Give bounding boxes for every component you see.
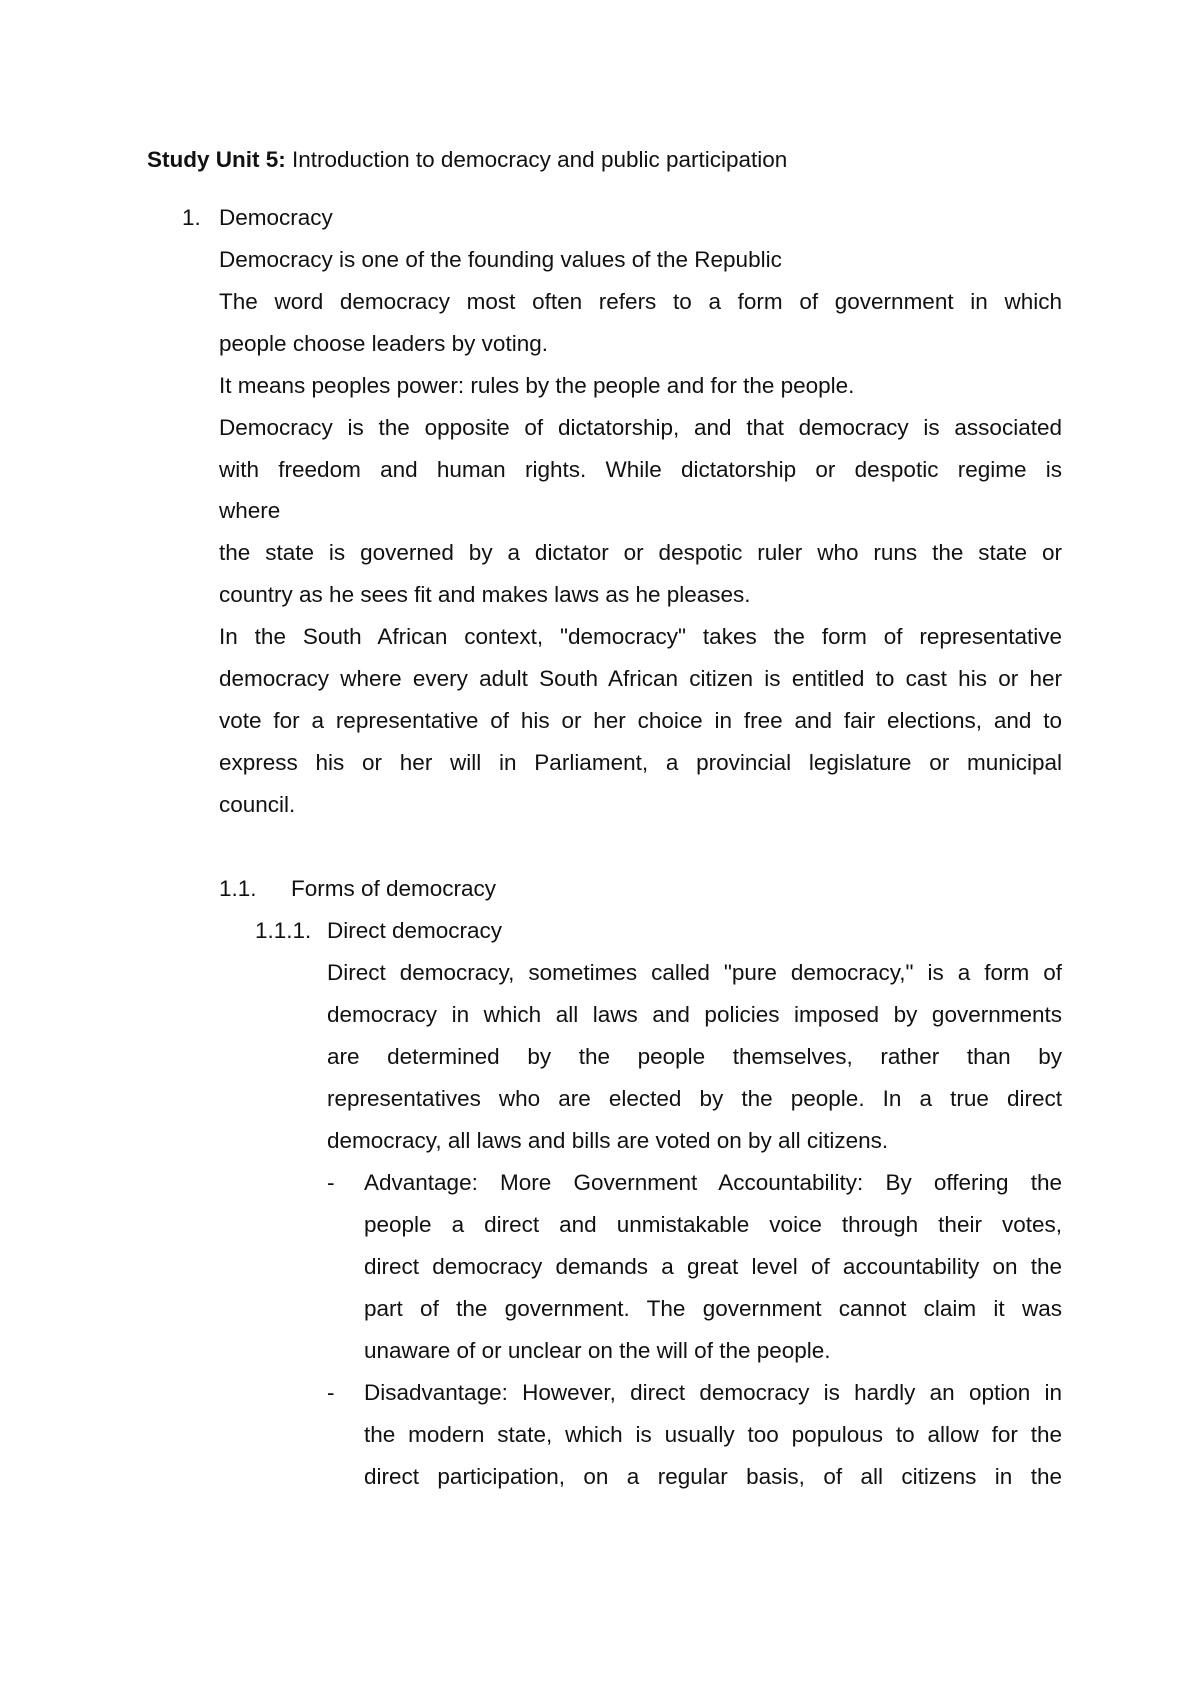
- advantage-line: direct democracy demands a great level of accountability on the: [364, 1254, 1062, 1279]
- section-1-line: council.: [219, 792, 296, 817]
- section-1-1-1-title: Direct democracy: [327, 918, 503, 943]
- study-unit-label: Study Unit 5:: [147, 147, 286, 172]
- study-unit-heading: [147, 147, 787, 173]
- section-1-1-1-number: 1.1.1.: [255, 918, 312, 943]
- section-1-line: It means peoples power: rules by the people and for the people.: [219, 373, 855, 398]
- section-1-line: country as he sees fit and makes laws as he pleases.: [219, 582, 751, 607]
- section-1-1-number: 1.1.: [219, 876, 257, 901]
- section-1-line: Democracy is one of the founding values of the Republic: [219, 247, 782, 272]
- advantage-line: Advantage: More Government Accountability: By offering the: [364, 1170, 1062, 1195]
- advantage-line: part of the government. The government cannot claim it was: [364, 1296, 1062, 1321]
- direct-democracy-line: democracy in which all laws and policies imposed by governments: [327, 1002, 1062, 1027]
- section-1-line: democracy where every adult South African citizen is entitled to cast his or her: [219, 666, 1062, 691]
- direct-democracy-line: Direct democracy, sometimes called "pure democracy," is a form of: [327, 960, 1062, 985]
- section-1-number: 1.: [182, 205, 201, 230]
- section-1-line: where: [219, 498, 281, 523]
- direct-democracy-line: representatives who are elected by the people. In a true direct: [327, 1086, 1062, 1111]
- section-1-line: Democracy is the opposite of dictatorship, and that democracy is associated: [219, 415, 1062, 440]
- direct-democracy-line: are determined by the people themselves, rather than by: [327, 1044, 1062, 1069]
- section-1-line: with freedom and human rights. While dictatorship or despotic regime is: [219, 457, 1062, 482]
- advantage-line: unaware of or unclear on the will of the people.: [364, 1338, 831, 1363]
- study-unit-title: Introduction to democracy and public participation: [292, 147, 788, 172]
- advantage-line: people a direct and unmistakable voice through their votes,: [364, 1212, 1062, 1237]
- disadvantage-line: the modern state, which is usually too populous to allow for the: [364, 1422, 1062, 1447]
- section-1-line: In the South African context, "democracy" takes the form of representative: [219, 624, 1062, 649]
- section-1-1-title: Forms of democracy: [291, 876, 497, 901]
- section-1-title: Democracy: [219, 205, 333, 230]
- section-1-line: people choose leaders by voting.: [219, 331, 548, 356]
- bullet-dash: -: [327, 1380, 335, 1405]
- bullet-dash: -: [327, 1170, 335, 1195]
- section-1-line: vote for a representative of his or her choice in free and fair elections, and to: [219, 708, 1062, 733]
- section-1-line: The word democracy most often refers to a form of government in which: [219, 289, 1062, 314]
- disadvantage-line: direct participation, on a regular basis, of all citizens in the: [364, 1464, 1062, 1489]
- section-1-line: express his or her will in Parliament, a provincial legislature or municipal: [219, 750, 1062, 775]
- disadvantage-line: Disadvantage: However, direct democracy is hardly an option in: [364, 1380, 1062, 1405]
- section-1-line: the state is governed by a dictator or despotic ruler who runs the state or: [219, 540, 1062, 565]
- direct-democracy-line: democracy, all laws and bills are voted on by all citizens.: [327, 1128, 889, 1153]
